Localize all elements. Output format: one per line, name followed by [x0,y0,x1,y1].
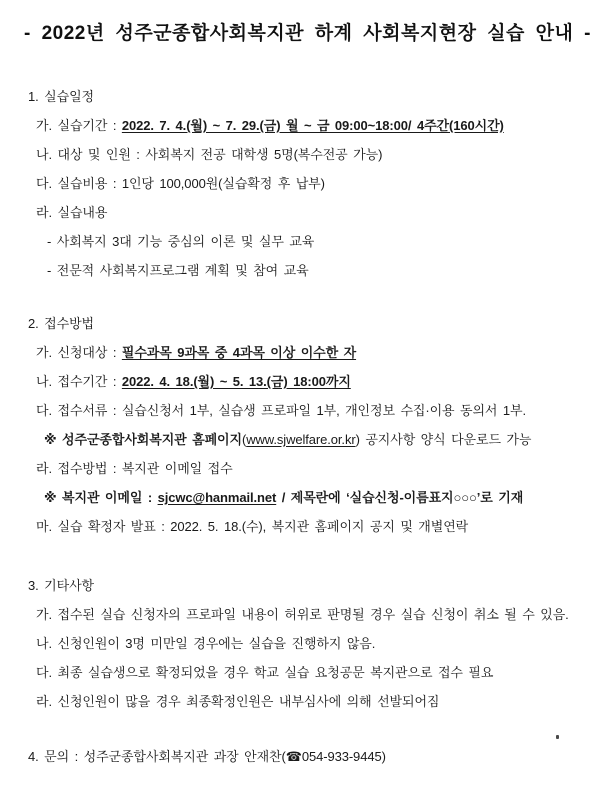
line-s1-contents-detail1: - 사회복지 3대 기능 중심의 이론 및 실무 교육 [47,234,315,249]
line-s2-method: 라. 접수방법 : 복지관 이메일 접수 [36,461,233,476]
s2-email-rest: / 제목란에 ‘실습신청-이름표지○○○’로 기재 [276,490,524,505]
section4-contact: 4. 문의 : 성주군종합사회복지관 과장 안재찬(☎054-933-9445) [28,749,386,764]
line-s2-apply-period [36,367,615,396]
section2-heading: 2. 접수방법 [28,316,94,331]
s2-email-address: sjcwc@hanmail.net [157,490,277,505]
line-s2-announcement: 마. 실습 확정자 발표 : 2022. 5. 18.(수), 복지관 홈페이지 공지 및 개별연락 [36,519,469,534]
section1-heading: 1. 실습일정 [28,89,94,104]
s2-homepage-url: www.sjwelfare.or.kr [246,432,356,447]
line-s2-email-note [44,483,615,512]
line-s2-eligibility [36,338,615,367]
s2-homepage-rest: ) 공지사항 양식 다운로드 가능 [355,432,532,447]
line-s3-b: 나. 신청인원이 3명 미만일 경우에는 실습을 진행하지 않음. [36,636,376,651]
page-title: - 2022년 성주군종합사회복지관 하계 사회복지현장 실습 안내 - [23,23,592,44]
line-s1-period [36,111,615,140]
s2-email-label: ※ 복지관 이메일 : [44,490,158,505]
s2-eligibility-label: 가. 신청대상 : [36,345,122,360]
line-s2-documents: 다. 접수서류 : 실습신청서 1부, 실습생 프로파일 1부, 개인정보 수집·이용 동의서 1부. [36,403,527,418]
s2-apply-period-value: 2022. 4. 18.(월) ~ 5. 13.(금) 18:00까지 [121,374,351,389]
s1-period-label: 가. 실습기간 : [36,118,122,133]
line-s3-a: 가. 접수된 실습 신청자의 프로파일 내용이 허위로 판명될 경우 실습 신청이 취소 될 수 있음. [36,607,569,622]
line-s1-fee: 다. 실습비용 : 1인당 100,000원(실습확정 후 납부) [36,176,325,191]
document-body [0,82,615,771]
s1-period-value: 2022. 7. 4.(월) ~ 7. 29.(금) 월 ~ 금 09:00~18:00/ 4주간(160시간) [121,118,504,133]
line-s1-contents: 라. 실습내용 [36,205,108,220]
line-s1-contents-detail2: - 전문적 사회복지프로그램 계획 및 참여 교육 [47,263,309,278]
s2-homepage-bold: ※ 성주군종합사회복지관 홈페이지 [44,432,242,447]
line-s3-d: 라. 신청인원이 많을 경우 최종확정인원은 내부심사에 의해 선발되어짐 [36,694,440,709]
line-s3-c: 다. 최종 실습생으로 확정되었을 경우 학교 실습 요청공문 복지관으로 접수 필요 [36,665,494,680]
s2-eligibility-value: 필수과목 9과목 중 4과목 이상 이수한 자 [121,345,357,360]
scan-artifact-dot [556,735,559,739]
section3-heading: 3. 기타사항 [28,578,94,593]
s2-homepage-paren: ( [241,432,247,447]
line-s2-homepage-note [44,425,615,454]
line-s1-target: 나. 대상 및 인원 : 사회복지 전공 대학생 5명(복수전공 가능) [36,147,383,162]
s2-apply-period-label: 나. 접수기간 : [36,374,122,389]
